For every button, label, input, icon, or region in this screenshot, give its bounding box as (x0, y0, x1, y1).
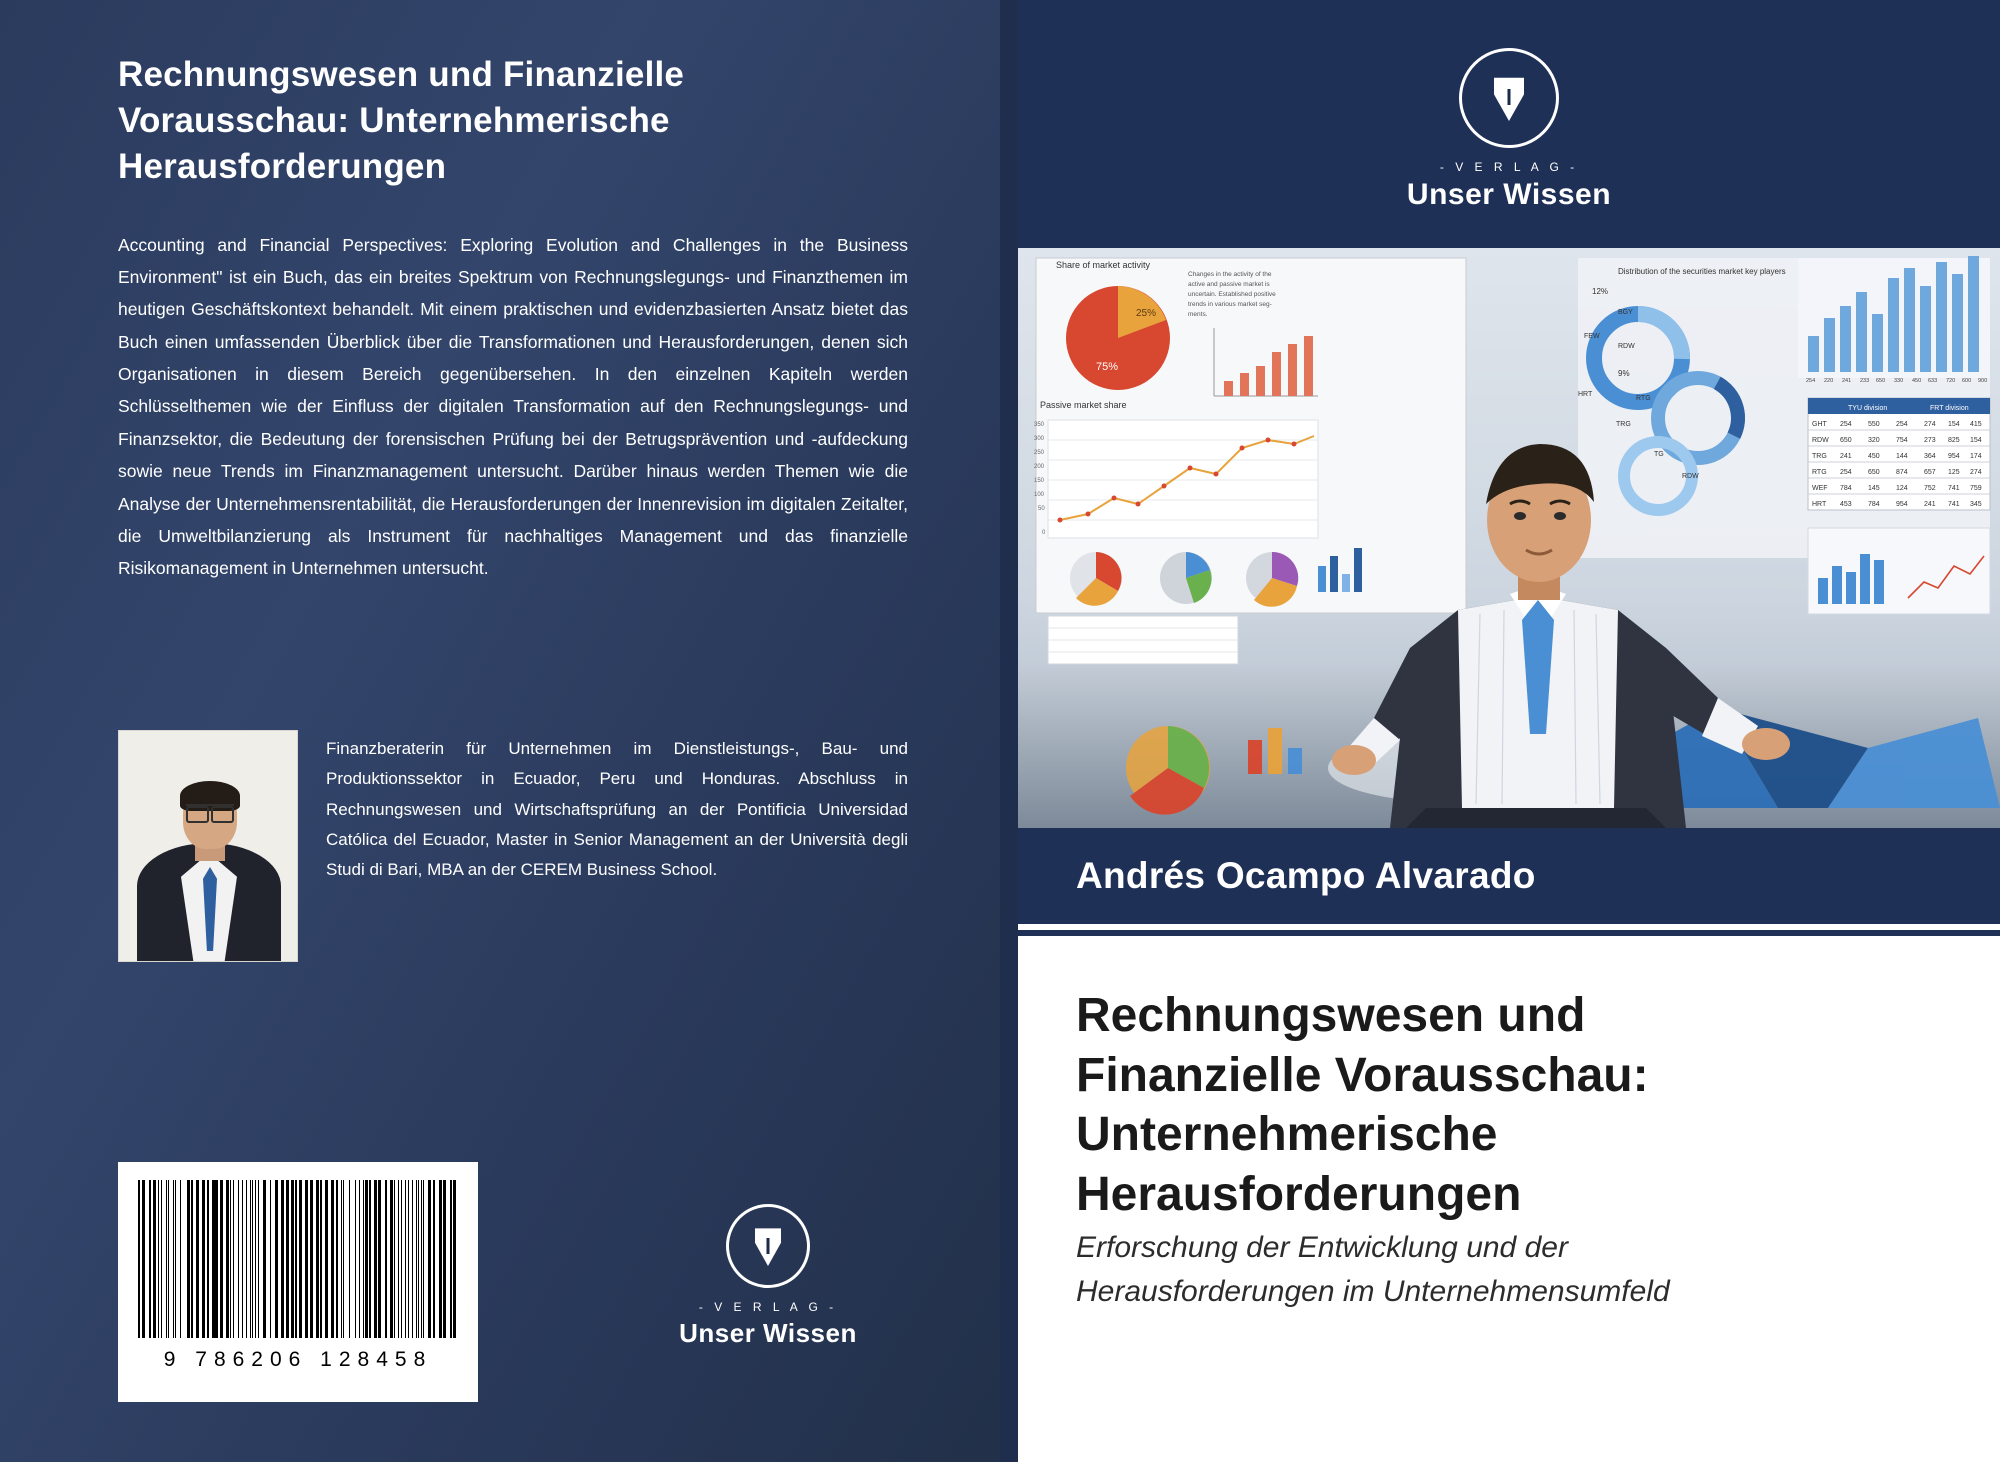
svg-text:RTG: RTG (1636, 395, 1651, 402)
publisher-logo-front (1018, 48, 2000, 212)
author-block (118, 730, 908, 962)
svg-text:RDW: RDW (1812, 437, 1829, 444)
svg-text:874: 874 (1896, 469, 1908, 476)
front-title-line-2: Finanzielle Vorausschau: (1076, 1048, 1649, 1102)
front-cover-header-band (1018, 0, 2000, 248)
svg-text:FRT division: FRT division (1930, 405, 1969, 412)
svg-text:254: 254 (1840, 421, 1852, 428)
isbn-number: 9 786206 128458 (163, 1348, 433, 1371)
svg-text:TRG: TRG (1812, 453, 1827, 460)
svg-text:453: 453 (1840, 501, 1852, 508)
svg-text:241: 241 (1842, 378, 1852, 384)
svg-text:550: 550 (1868, 421, 1880, 428)
svg-text:125: 125 (1948, 469, 1960, 476)
back-cover-content (118, 52, 908, 1422)
svg-text:274: 274 (1924, 421, 1936, 428)
svg-text:75%: 75% (1096, 361, 1119, 373)
svg-text:254: 254 (1806, 378, 1816, 384)
svg-text:HRT: HRT (1812, 501, 1827, 508)
svg-text:320: 320 (1868, 437, 1880, 444)
svg-text:144: 144 (1896, 453, 1908, 460)
svg-text:250: 250 (1034, 450, 1045, 456)
svg-text:TYU division: TYU division (1848, 405, 1888, 412)
svg-text:752: 752 (1924, 485, 1936, 492)
svg-text:Passive market share: Passive market share (1040, 400, 1127, 410)
publisher-name-front: Unser Wissen (1406, 178, 1612, 211)
front-title-line-3: Unternehmerische (1076, 1108, 1498, 1162)
svg-text:254: 254 (1840, 469, 1852, 476)
svg-text:Distribution of the securities: Distribution of the securities market key players (1618, 267, 1786, 276)
svg-text:241: 241 (1840, 453, 1852, 460)
svg-text:233: 233 (1860, 378, 1870, 384)
back-cover-description: Accounting and Financial Perspectives: Exploring Evolution and Challenges in the Business Environment" ist ein Buch, das ein breites Spektrum von Rechnungslegungs- und Finanzthemen im heutigen Geschäftskontext behandelt. Mit einem praktischen und evidenzbasierten Ansatz bietet das Buch einen umfassenden Überblick über die Transformationen und Herausforderungen, denen sich Organisationen in diesem Bereich gegenübersehen. In den einzelnen Kapiteln werden Schlüsselthemen wie der Einfluss der digitalen Transformation auf den Rechnungslegungs- und Finanzsektor, die Bedeutung der forensischen Prüfung bei der Betrugsprävention und -aufdeckung sowie neue Trends im Finanzmanagement untersucht. Darüber hinaus werden Themen wie die Analyse der Unternehmensrentabilität, die Herausforderungen der Innenrevision im digitalen Zeitalter, die Umweltbilanzierung als Instrument für nachhaltiges Management und das finanzielle Risikomanagement in Unternehmen untersucht. (118, 234, 908, 579)
svg-text:TG: TG (1654, 451, 1664, 458)
front-title (1076, 986, 1936, 1224)
isbn-barcode (118, 1162, 478, 1402)
svg-text:145: 145 (1868, 485, 1880, 492)
front-subtitle-line-2: Herausforderungen im Unternehmensumfeld (1076, 1274, 1670, 1308)
svg-text:759: 759 (1970, 485, 1982, 492)
svg-text:BGY: BGY (1618, 309, 1633, 316)
svg-text:220: 220 (1824, 378, 1834, 384)
svg-text:Share of market activity: Share of market activity (1056, 260, 1151, 270)
svg-text:900: 900 (1978, 378, 1988, 384)
svg-text:50: 50 (1038, 506, 1045, 512)
svg-text:241: 241 (1924, 501, 1936, 508)
svg-text:174: 174 (1970, 453, 1982, 460)
publisher-logo-back (648, 1204, 888, 1349)
svg-text:754: 754 (1896, 437, 1908, 444)
svg-text:GHT: GHT (1812, 421, 1827, 428)
svg-text:600: 600 (1962, 378, 1972, 384)
front-subtitle (1076, 1226, 1916, 1313)
svg-text:650: 650 (1840, 437, 1852, 444)
svg-text:150: 150 (1034, 478, 1045, 484)
back-cover-title: Rechnungswesen und Finanzielle Vorausschau: Unternehmerische Herausforderungen (118, 55, 685, 187)
svg-text:415: 415 (1970, 421, 1982, 428)
svg-text:825: 825 (1948, 437, 1960, 444)
cover-photo-illustration (1018, 248, 2000, 828)
svg-text:12%: 12% (1592, 287, 1609, 296)
svg-text:954: 954 (1896, 501, 1908, 508)
author-biography: Finanzberaterin für Unternehmen im Dienstleistungs-, Bau- und Produktionssektor in Ecuador, Peru und Honduras. Abschluss in Rechnungswesen und Wirtschaftsprüfung an der Pontificia Universidad Católica del Ecuador, Master in Senior Management an der Università degli Studi di Bari, MBA an der CEREM Business School. (326, 739, 908, 879)
svg-text:350: 350 (1034, 422, 1045, 428)
publisher-name-back: Unser Wissen (679, 1318, 857, 1348)
svg-text:650: 650 (1876, 378, 1886, 384)
barcode-bars (138, 1180, 458, 1338)
svg-text:650: 650 (1868, 469, 1880, 476)
svg-text:HRT: HRT (1578, 391, 1593, 398)
svg-text:100: 100 (1034, 492, 1045, 498)
publisher-verlag-label: - V E R L A G - (698, 1300, 838, 1314)
front-cover-panel (1018, 0, 2000, 1462)
svg-text:uncertain. Established positiv: uncertain. Established positive (1188, 291, 1276, 298)
svg-text:741: 741 (1948, 485, 1960, 492)
svg-text:ments.: ments. (1188, 311, 1208, 318)
svg-text:784: 784 (1868, 501, 1880, 508)
svg-text:720: 720 (1946, 378, 1956, 384)
svg-text:633: 633 (1928, 378, 1938, 384)
publisher-verlag-label: - V E R L A G - (1439, 160, 1579, 174)
svg-text:364: 364 (1924, 453, 1936, 460)
svg-text:124: 124 (1896, 485, 1908, 492)
svg-text:9%: 9% (1618, 369, 1630, 378)
svg-text:25%: 25% (1136, 308, 1157, 319)
svg-text:274: 274 (1970, 469, 1982, 476)
svg-text:RTG: RTG (1812, 469, 1827, 476)
svg-text:trends in various market seg-: trends in various market seg- (1188, 301, 1272, 308)
svg-text:FEW: FEW (1584, 333, 1600, 340)
front-subtitle-line-1: Erforschung der Entwicklung und der (1076, 1231, 1568, 1264)
svg-text:Changes in the activity of the: Changes in the activity of the (1188, 271, 1272, 278)
svg-text:450: 450 (1912, 378, 1922, 384)
svg-text:active and passive market is: active and passive market is (1188, 281, 1270, 288)
svg-text:330: 330 (1894, 378, 1904, 384)
svg-text:RDW: RDW (1618, 343, 1635, 350)
front-title-line-4: Herausforderungen (1076, 1167, 1522, 1221)
svg-text:784: 784 (1840, 485, 1852, 492)
svg-text:273: 273 (1924, 437, 1936, 444)
svg-text:0: 0 (1042, 530, 1046, 536)
svg-text:RDW: RDW (1682, 473, 1699, 480)
author-photo (118, 730, 298, 962)
publisher-nib-icon (1459, 48, 1559, 148)
svg-text:450: 450 (1868, 453, 1880, 460)
svg-text:WEF: WEF (1812, 485, 1828, 492)
svg-text:657: 657 (1924, 469, 1936, 476)
front-author-name: Andrés Ocampo Alvarado (1076, 855, 1536, 896)
svg-text:254: 254 (1896, 421, 1908, 428)
svg-text:TRG: TRG (1616, 421, 1631, 428)
book-spine (1000, 0, 1018, 1462)
cover-photo (1018, 248, 2000, 828)
front-title-line-1: Rechnungswesen und (1076, 989, 1586, 1042)
svg-text:200: 200 (1034, 464, 1045, 470)
front-divider-rule (1018, 930, 2000, 936)
svg-text:345: 345 (1970, 501, 1982, 508)
svg-text:154: 154 (1970, 437, 1982, 444)
svg-text:300: 300 (1034, 436, 1045, 442)
svg-text:741: 741 (1948, 501, 1960, 508)
publisher-nib-icon (726, 1204, 810, 1288)
svg-text:954: 954 (1948, 453, 1960, 460)
front-author-band (1018, 828, 2000, 924)
svg-text:154: 154 (1948, 421, 1960, 428)
